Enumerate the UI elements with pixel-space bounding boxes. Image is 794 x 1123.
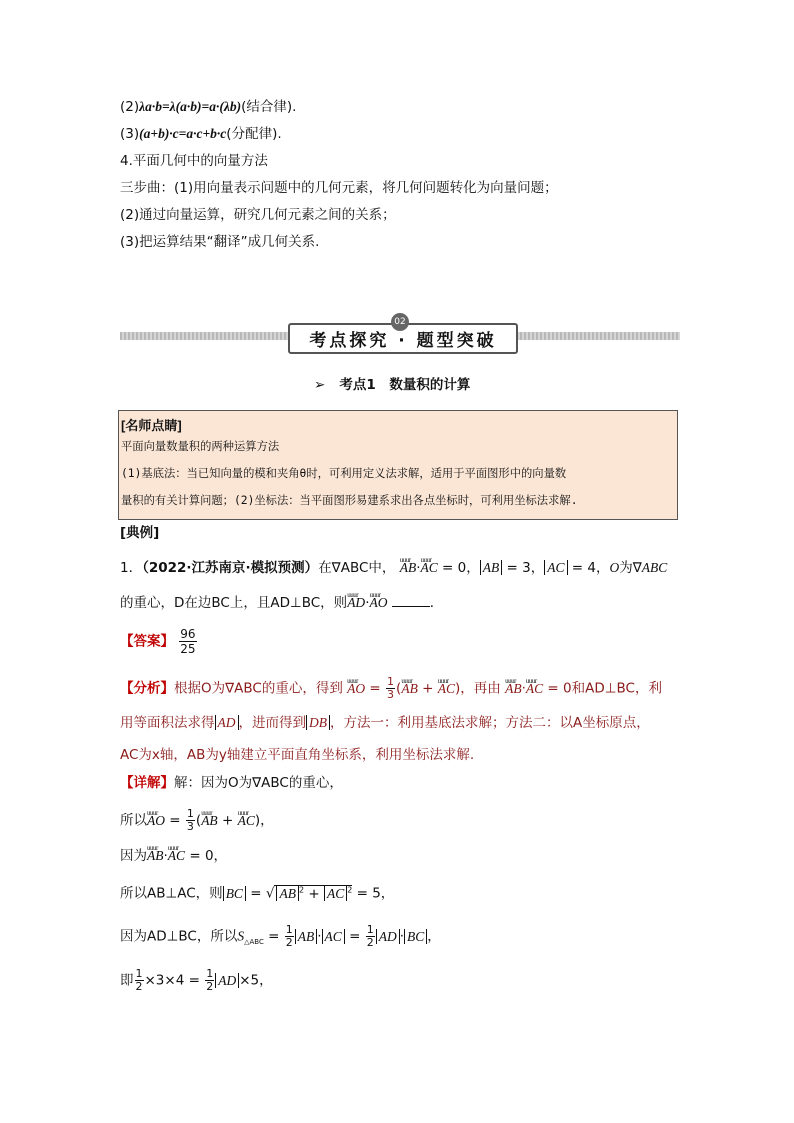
bullet-arrow-icon: ➢ bbox=[314, 377, 326, 393]
analysis-line1: 【分析】根据O为∇ABC的重心，得到 uuur AO = $\frac{1}{3}$ (uuur AB + uuur AC)，再由 uuur AB·uuur AC = 0和AD⊥BC，利 bbox=[120, 676, 662, 701]
detail-line2: 所以uuur AO = $\frac{1}{3}$ (uuur AB + uuur AC)， bbox=[120, 808, 274, 833]
tip-line1: 平面向量数量积的两种运算方法 bbox=[121, 440, 280, 453]
detail-line3: 因为uuur AB·uuur AC = 0， bbox=[120, 846, 227, 866]
problem-line1: 1．（2022·江苏南京·模拟预测）在∇ABC中， uuur AB·uuur AC = 0， AB = 3， AC = 4，O为∇ABC bbox=[120, 558, 667, 578]
three-steps-line3: (3)把运算结果“翻译”成几何关系. bbox=[120, 234, 320, 250]
answer-line: 【答案】 $\frac{96}{25}$ bbox=[120, 627, 196, 656]
banner-title: 考点探究 · 题型突破 bbox=[288, 323, 518, 354]
detail-line1: 【详解】解：因为O为∇ABC的重心， bbox=[120, 775, 343, 791]
section-banner bbox=[120, 318, 680, 358]
detail-line4: 所以AB⊥AC，则 BC = √ AB $^2$ + AC $^2$ = 5， bbox=[120, 885, 395, 902]
detail-line6: 即 $\frac{1}{2}$ ×3×4 = $\frac{1}{2}$ AD ×5， bbox=[120, 967, 273, 993]
problem-line2: 的重心，D在边BC上，且AD⊥BC，则uuur AD·uuur AO ． bbox=[120, 593, 443, 613]
tip-header: [名师点睛] bbox=[121, 418, 182, 433]
tip-line3: 量积的有关计算问题；(2)坐标法：当平面图形易建系求出各点坐标时，可利用坐标法求解. bbox=[121, 494, 578, 507]
heading-geometry-method: 4.平面几何中的向量方法 bbox=[120, 153, 268, 169]
analysis-line3: AC为x轴，AB为y轴建立平面直角坐标系，利用坐标法求解. bbox=[120, 747, 475, 763]
section-title: ➢ 考点1 数量积的计算 bbox=[314, 377, 471, 393]
three-steps-line2: (2)通过向量运算，研究几何元素之间的关系； bbox=[120, 207, 396, 223]
tip-box bbox=[118, 410, 678, 520]
answer-blank bbox=[392, 594, 430, 607]
banner-number-badge: 02 bbox=[391, 313, 409, 331]
three-steps-line1: 三步曲：(1)用向量表示问题中的几何元素，将几何问题转化为向量问题； bbox=[120, 180, 558, 196]
detail-line5: 因为AD⊥BC，所以$S_{\triangle ABC}$ = $\frac{1}{2}$ AB · AC = $\frac{1}{2}$ AD · BC ， bbox=[120, 923, 441, 949]
law-distributive: (3)(a+b)·c=a·c+b·c(分配律). bbox=[120, 126, 282, 142]
analysis-line2: 用等面积法求得 AD ，进而得到 DB ，方法一：利用基底法求解；方法二：以A坐标原点， bbox=[120, 715, 650, 731]
tip-line2: (1)基底法：当已知向量的模和夹角θ时，可利用定义法求解，适用于平面图形中的向量数 bbox=[121, 467, 567, 480]
law-associative: (2)λa·b=λ(a·b)=a·(λb)(结合律). bbox=[120, 99, 297, 115]
example-label: [典例] bbox=[120, 525, 160, 541]
